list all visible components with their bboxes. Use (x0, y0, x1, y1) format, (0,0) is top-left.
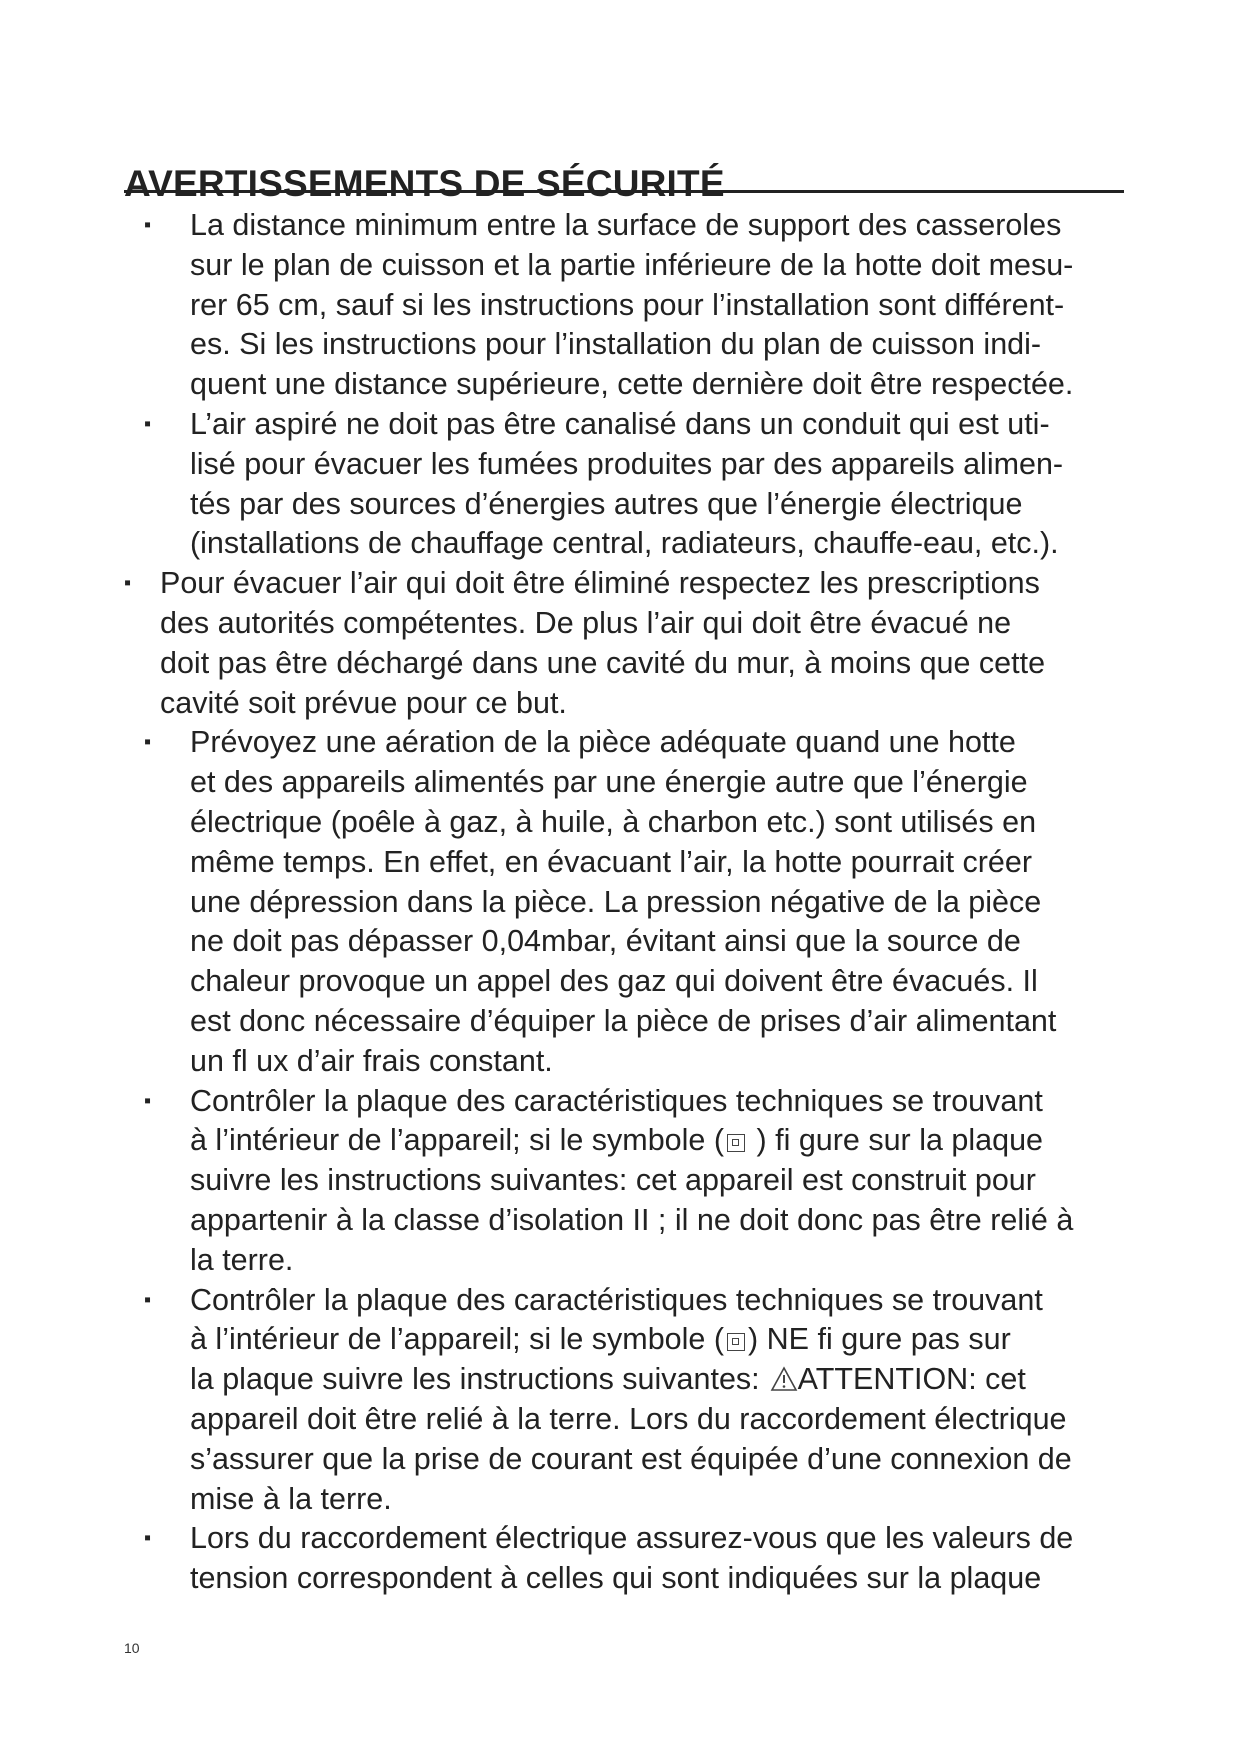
list-item-text-part: ) fi gure sur la plaque suivre les instructions suivantes: cet appareil est construit pour appartenir à la classe d’isolation II ; il ne doit donc pas être relié à la terre. (190, 1123, 1074, 1277)
bullet-icon: ▪ (144, 1089, 152, 1112)
list-item (124, 723, 1180, 1081)
safety-warnings-list (124, 206, 1174, 1599)
bullet-icon: ▪ (144, 214, 152, 236)
list-item (124, 564, 1180, 723)
bullet-icon: ▪ (144, 1527, 152, 1550)
double-insulation-symbol-icon (727, 1134, 745, 1152)
list-item-text: Pour évacuer l’air qui doit être éliminé respectez les prescriptions des autorités compétentes. De plus l’air qui doit être évacué ne doit pas être déchargé dans une cavité du mur, à moins que cette cavité soit prévue pour ce but. (160, 566, 1046, 720)
page-number: 10 (124, 1640, 140, 1656)
bullet-icon: ▪ (144, 1288, 152, 1311)
title-underline (124, 190, 1124, 193)
list-item-text-part: Contrôler la plaque des caractéristiques techniques se trouvant à l’intérieur de l’appareil; si le symbole ( (190, 1083, 1043, 1158)
list-item (124, 1519, 1180, 1599)
bullet-icon: ▪ (144, 412, 152, 435)
list-item (124, 1281, 1180, 1520)
list-item-text: La distance minimum entre la surface de support des casseroles sur le plan de cuisson et la partie inférieure de la hotte doit mesu- rer 65 cm, sauf si les instructions pour l’installation sont différent- es. Si les instructions pour l’installation du plan de cuisson indi- quent une distance supérieure, cette dernière doit être respectée. (190, 208, 1074, 402)
list-item-text (160, 1082, 1180, 1281)
list-item-text-part: Contrôler la plaque des caractéristiques techniques se trouvant à l’intérieur de l’appareil; si le symbole ( (190, 1282, 1043, 1357)
list-item-text: L’air aspiré ne doit pas être canalisé dans un conduit qui est uti- lisé pour évacuer les fumées produites par des appareils alimen- tés par des sources d’énergies autres que l’énergie électrique (installations de chauffage central, radiateurs, chauffe-eau, etc.). (190, 406, 1064, 561)
warning-triangle-icon (770, 1366, 798, 1392)
list-item-text (160, 1281, 1180, 1520)
double-insulation-symbol-icon (727, 1333, 745, 1351)
list-item-text-part: ) NE fi gure pas sur la plaque suivre les instructions suivantes: (190, 1322, 1011, 1397)
list-item (124, 405, 1180, 564)
list-item (124, 206, 1180, 405)
list-item (124, 1082, 1180, 1281)
list-item-text-part: ATTENTION: cet appareil doit être relié à la terre. Lors du raccordement électrique s’assurer que la prise de courant est équipée d’une connexion de mise à la terre. (190, 1362, 1072, 1516)
list-item-text: Lors du raccordement électrique assurez-vous que les valeurs de tension correspondent à celles qui sont indiquées sur la plaque (190, 1521, 1074, 1596)
page-title: AVERTISSEMENTS DE SÉCURITÉ (124, 162, 725, 204)
bullet-icon: ▪ (144, 731, 152, 754)
list-item-text: Prévoyez une aération de la pièce adéquate quand une hotte et des appareils alimentés par une énergie autre que l’énergie électrique (poêle à gaz, à huile, à charbon etc.) sont utilisés en même temps. En effet, en évacuant l’air, la hotte pourrait créer une dépression dans la pièce. La pression négative de la pièce ne doit pas dépasser 0,04mbar, évitant ainsi que la source de chaleur provoque un appel des gaz qui doivent être évacués. Il est donc nécessaire d’équiper la pièce de prises d’air alimentant un fl ux d’air frais constant. (190, 725, 1057, 1078)
bullet-icon: ▪ (124, 572, 132, 595)
